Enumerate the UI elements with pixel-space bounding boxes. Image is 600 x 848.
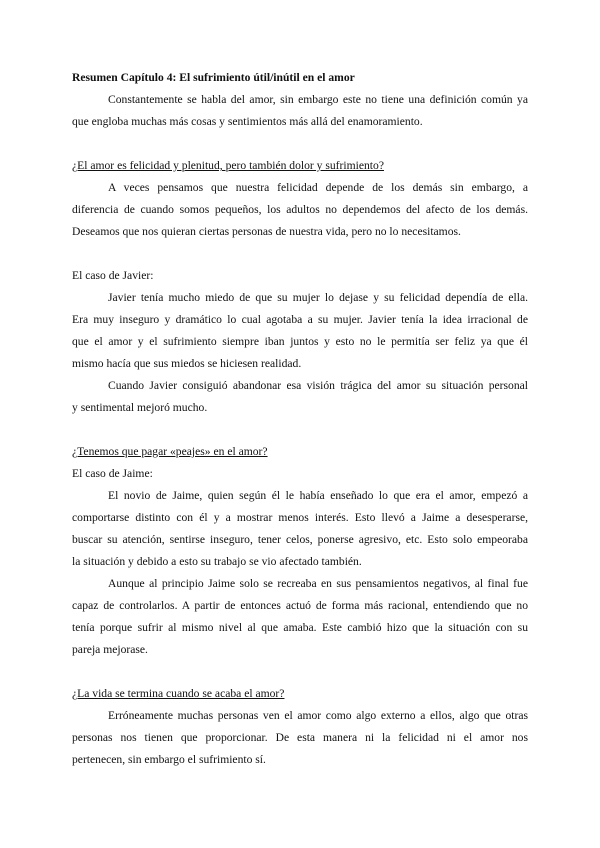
text-line: que el amor y el sufrimiento siempre iban juntos y esto no le permitía ser feliz ya que él [72, 335, 528, 348]
text-line: Aunque al principio Jaime solo se recreaba en sus pensamientos negativos, al final fue [108, 577, 528, 590]
text-line: personas nos tienen que proporcionar. De esta manera ni la felicidad ni el amor nos [72, 731, 528, 744]
spacer [72, 419, 528, 441]
case-label-jaime: El caso de Jaime: [72, 467, 153, 480]
text-line: mismo hacía que sus miedos se hiciesen realidad. [72, 357, 302, 370]
section1-paragraph-1 [72, 177, 528, 243]
text-line: pertenecen, sin embargo el sufrimiento sí. [72, 753, 266, 766]
section-heading-2: ¿Tenemos que pagar «peajes» en el amor? [72, 445, 268, 458]
document-content [72, 67, 528, 771]
text-line: que engloba muchas más cosas y sentimientos más allá del enamoramiento. [72, 115, 423, 128]
text-line: Deseamos que nos quieran ciertas personas de nuestra vida, pero no lo necesitamos. [72, 225, 461, 238]
section1-paragraph-2 [72, 287, 528, 375]
case-label-javier: El caso de Javier: [72, 269, 154, 282]
text-line: la situación y debido a esto su trabajo se vio afectado también. [72, 555, 362, 568]
text-line: A veces pensamos que nuestra felicidad depende de los demás sin embargo, a [108, 181, 528, 194]
section1-paragraph-3 [72, 375, 528, 419]
text-line: capaz de controlarlos. A partir de entonces actuó de forma más racional, entendiendo que no [72, 599, 528, 612]
text-line: diferencia de cuando somos pequeños, los adultos no dependemos del afecto de los demás. [72, 203, 528, 216]
text-line: pareja mejorase. [72, 643, 148, 656]
text-line: comportarse distinto con él y a mostrar menos interés. Esto llevó a Jaime a desesperarse, [72, 511, 528, 524]
text-line: Cuando Javier consiguió abandonar esa visión trágica del amor su situación personal [108, 379, 528, 392]
text-line: Javier tenía mucho miedo de que su mujer lo dejase y su felicidad dependía de ella. [108, 291, 528, 304]
section2-paragraph-2 [72, 573, 528, 661]
text-line: y sentimental mejoró mucho. [72, 401, 208, 414]
spacer [72, 661, 528, 683]
text-line: Constantemente se habla del amor, sin embargo este no tiene una definición común ya [108, 93, 528, 106]
text-line: Era muy inseguro y dramático lo cual agotaba a su mujer. Javier tenía la idea irracional de [72, 313, 528, 326]
intro-paragraph [72, 89, 528, 133]
section2-paragraph-1 [72, 485, 528, 573]
text-line: El novio de Jaime, quien según él le había enseñado lo que era el amor, empezó a [108, 489, 528, 502]
text-line: tenía porque sufrir al mismo nivel al que amaba. Este cambió hizo que la situación con su [72, 621, 528, 634]
document-title: Resumen Capítulo 4: El sufrimiento útil/inútil en el amor [72, 71, 355, 84]
text-line: Erróneamente muchas personas ven el amor como algo externo a ellos, algo que otras [108, 709, 528, 722]
section-heading-3: ¿La vida se termina cuando se acaba el amor? [72, 687, 285, 700]
text-line: buscar su atención, sentirse inseguro, tener celos, ponerse agresivo, etc. Esto solo empeoraba [72, 533, 528, 546]
section-heading-1: ¿El amor es felicidad y plenitud, pero también dolor y sufrimiento? [72, 159, 384, 172]
spacer [72, 133, 528, 155]
spacer [72, 243, 528, 265]
section3-paragraph-1 [72, 705, 528, 771]
